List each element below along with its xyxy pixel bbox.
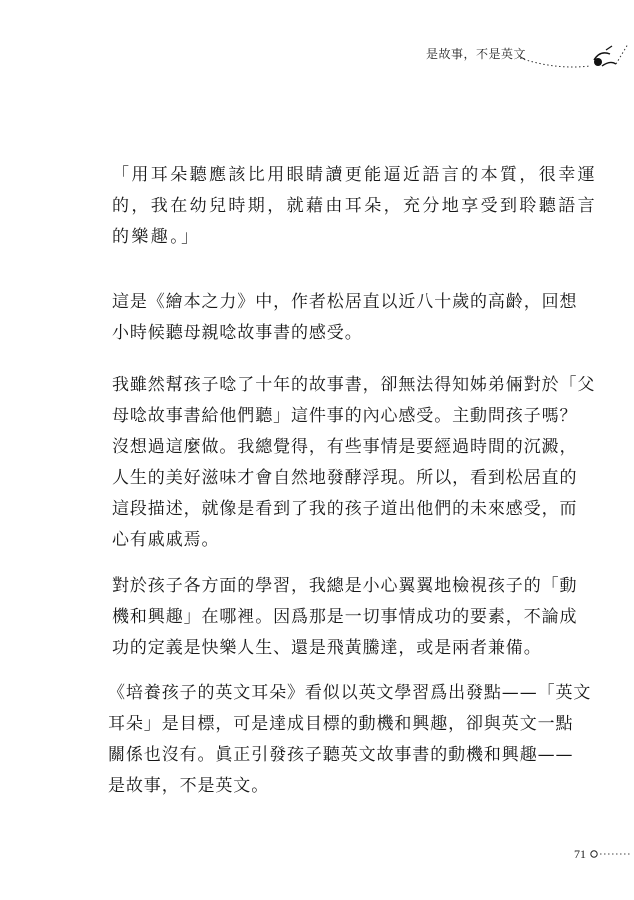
paragraph-line: 心有戚戚焉。 [112,530,220,550]
header-ornament-icon [520,40,630,80]
quote-line: 的，我在幼兒時期，就藉由耳朵，充分地享受到聆聽語言 [112,196,597,216]
paragraph-1 [112,287,578,349]
running-header-title: 是故事，不是英文 [425,47,526,61]
paragraph-line: 功的定義是快樂人生、還是飛黃騰達，或是兩者兼備。 [112,638,542,658]
paragraph-line: 小時候聽母親唸故事書的感受。 [112,323,363,343]
opening-quote [112,160,597,253]
paragraph-line: 是故事，不是英文。 [108,776,270,796]
paragraph-line: 這段描述，就像是看到了我的孩子道出他們的未來感受，而 [112,499,578,519]
paragraph-line: 母唸故事書給他們聽」這件事的內心感受。主動問孩子嗎？ [112,406,578,426]
paragraph-line: 關係也沒有。眞正引發孩子聽英文故事書的動機和興趣—— [108,745,574,765]
paragraph-2 [112,370,596,556]
page-number-ornament-icon [589,848,631,860]
paragraph-3 [112,571,578,664]
paragraph-line: 耳朵」是目標，可是達成目標的動機和興趣，卻與英文一點 [108,714,574,734]
page-number: 71 [574,847,586,861]
paragraph-line: 對於孩子各方面的學習，我總是小心翼翼地檢視孩子的「動 [112,576,578,596]
paragraph-line: 《培養孩子的英文耳朵》看似以英文學習爲出發點——「英文 [108,683,592,703]
paragraph-line: 沒想過這麼做。我總覺得，有些事情是要經過時間的沉澱， [112,437,578,457]
quote-line: 的樂趣。」 [112,227,201,247]
quote-line: 「用耳朵聽應該比用眼睛讀更能逼近語言的本質，很幸運 [112,165,597,185]
paragraph-line: 機和興趣」在哪裡。因爲那是一切事情成功的要素，不論成 [112,607,578,627]
paragraph-4 [108,678,592,802]
paragraph-line: 人生的美好滋味才會自然地發酵浮現。所以，看到松居直的 [112,468,578,488]
paragraph-line: 這是《繪本之力》中，作者松居直以近八十歲的高齡，回想 [112,292,578,312]
paragraph-line: 我雖然幫孩子唸了十年的故事書，卻無法得知姊弟倆對於「父 [112,375,596,395]
